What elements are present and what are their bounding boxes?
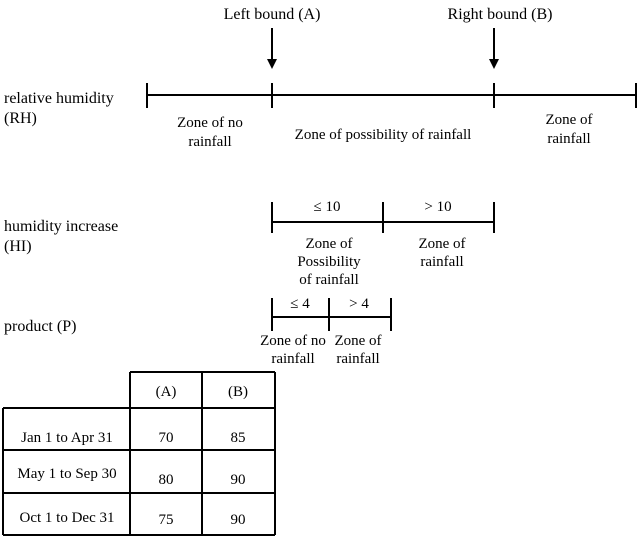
rh-zone-no-rainfall-line1: Zone of no [177, 115, 243, 131]
product-zone-rainfall-line2: rainfall [336, 351, 380, 367]
table-row-1-period: Jan 1 to Apr 31 [21, 430, 113, 446]
left-bound-label: Left bound (A) [223, 6, 321, 23]
hi-zone-possibility-line2: Possibility [297, 254, 361, 270]
hi-zone-rainfall-line1: Zone of [418, 236, 466, 252]
table-header-a: (A) [155, 384, 177, 400]
rh-zone-no-rainfall-line2: rainfall [188, 134, 232, 150]
hi-label-line2: (HI) [4, 238, 32, 255]
rh-zone-rainfall-line2: rainfall [547, 131, 591, 147]
rh-label-line1: relative humidity [4, 90, 114, 107]
product-threshold-le: ≤ 4 [290, 296, 310, 312]
table-header-b: (B) [228, 384, 248, 400]
hi-zone-possibility-line1: Zone of [305, 236, 353, 252]
table-row-2-b: 90 [230, 472, 246, 488]
hi-label-line1: humidity increase [4, 218, 119, 235]
product-zone-no-rainfall-line1: Zone of no [260, 333, 326, 349]
rh-zone-possibility-line1: Zone of possibility of rainfall [294, 127, 472, 143]
product-threshold-gt: > 4 [349, 296, 369, 312]
table-row-3-a: 75 [158, 512, 174, 528]
product-zone-no-rainfall-line2: rainfall [271, 351, 315, 367]
product-label: product (P) [4, 318, 77, 335]
hi-zone-rainfall-line2: rainfall [420, 254, 464, 270]
rh-scale [147, 83, 636, 108]
table-row-2-period: May 1 to Sep 30 [17, 466, 117, 482]
rh-label-line2: (RH) [4, 110, 37, 127]
hi-zone-possibility-line3: of rainfall [299, 272, 359, 288]
table-row-1-b: 85 [230, 430, 246, 446]
bounds-table [3, 372, 275, 535]
table-row-2-a: 80 [158, 472, 174, 488]
right-bound-label: Right bound (B) [447, 6, 553, 23]
hi-scale [272, 202, 494, 233]
table-row-1-a: 70 [158, 430, 174, 446]
table-row-3-period: Oct 1 to Dec 31 [19, 510, 115, 526]
hi-threshold-le: ≤ 10 [313, 199, 341, 215]
hi-threshold-gt: > 10 [424, 199, 452, 215]
product-zone-rainfall-line1: Zone of [334, 333, 382, 349]
table-row-3-b: 90 [230, 512, 246, 528]
rh-zone-rainfall-line1: Zone of [545, 112, 593, 128]
